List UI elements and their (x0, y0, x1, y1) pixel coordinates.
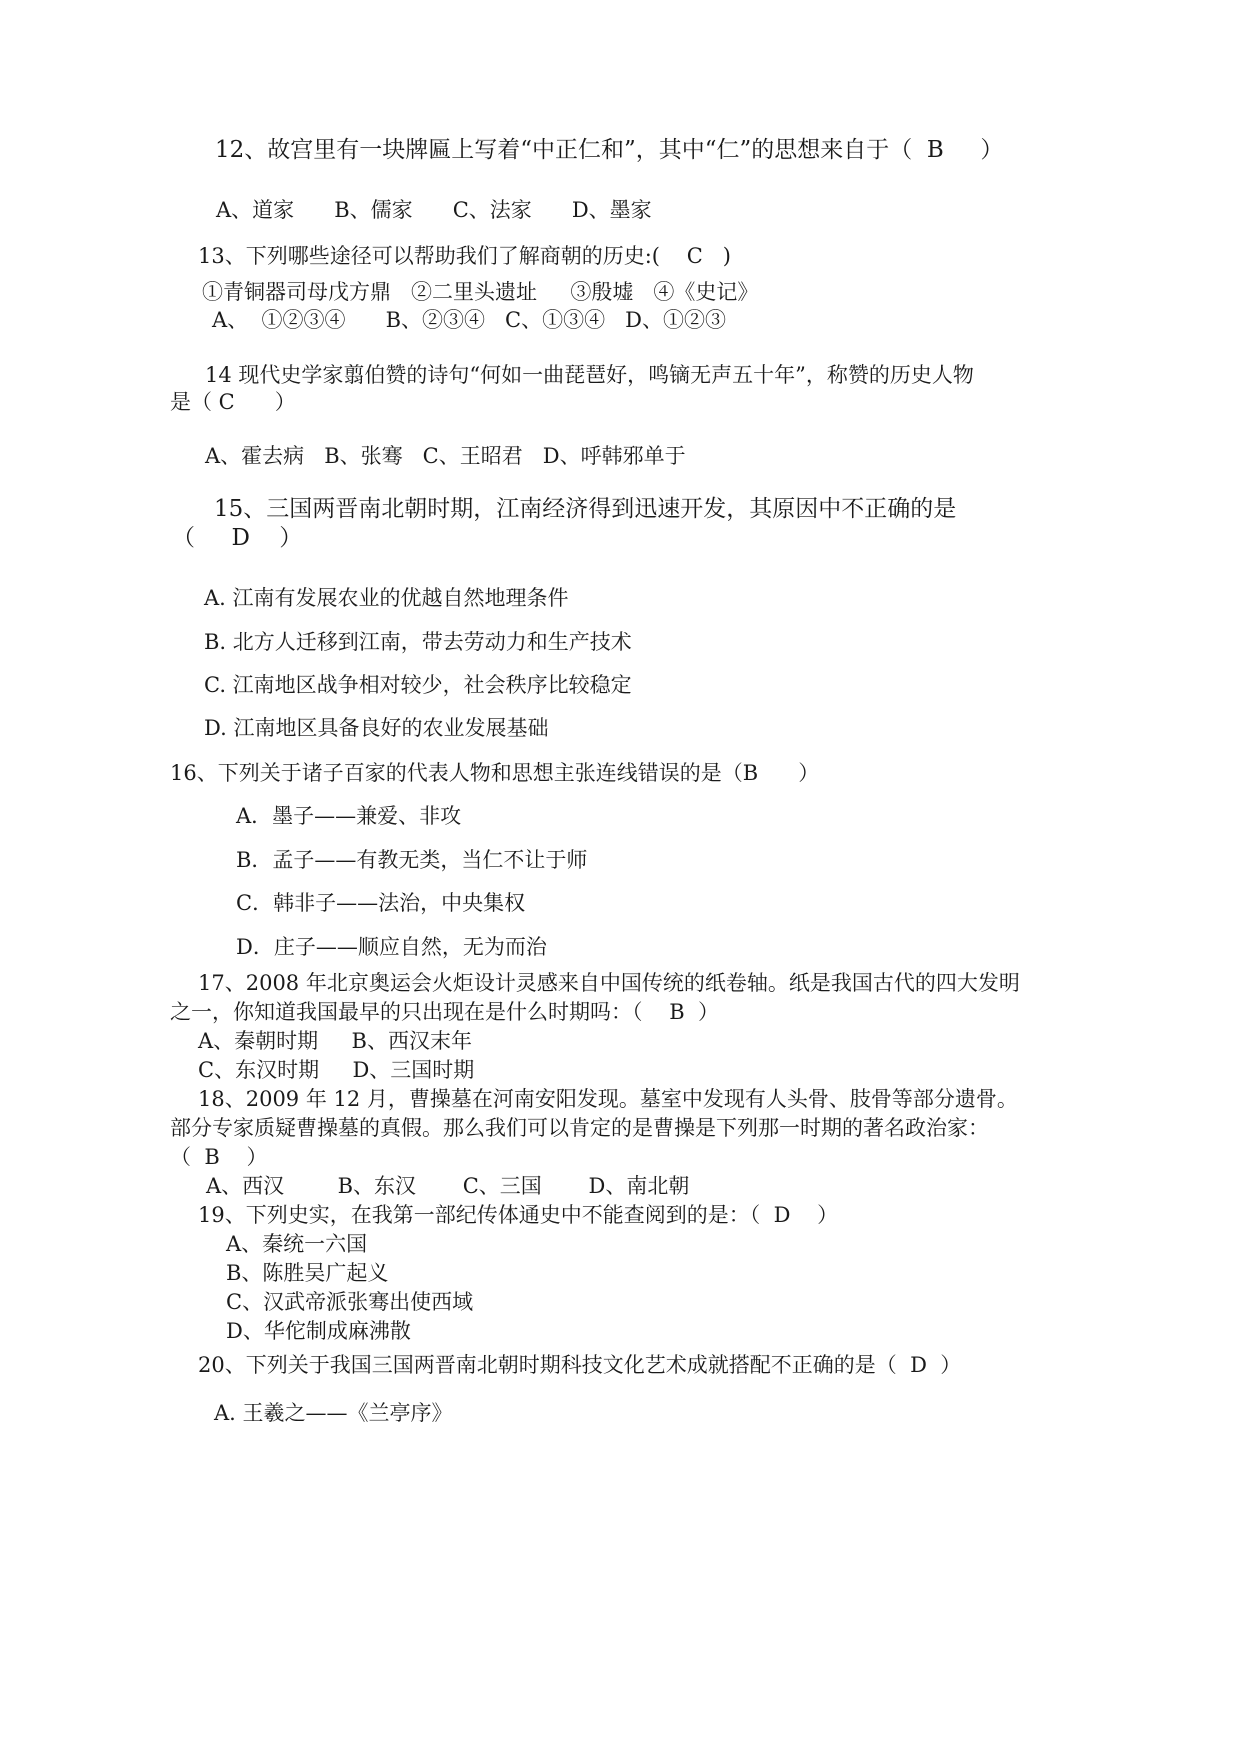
question-18-options: A、西汉 B、东汉 C、三国 D、南北朝 (206, 1174, 690, 1198)
question-18-stem-line3: （ B ） (170, 1145, 268, 1169)
question-17-stem-line1: 17、2008 年北京奥运会火炬设计灵感来自中国传统的纸卷轴。纸是我国古代的四大发明 (198, 971, 1020, 995)
question-13-stem: 13、下列哪些途径可以帮助我们了解商朝的历史:( C ) (198, 244, 731, 268)
question-13-options: A、 ①②③④ B、②③④ C、①③④ D、①②③ (212, 308, 726, 332)
question-19-option-a: A、秦统一六国 (226, 1232, 368, 1256)
question-16-option-b: B．孟子——有教无类，当仁不让于师 (236, 848, 588, 872)
question-15-option-c: C. 江南地区战争相对较少，社会秩序比较稳定 (204, 673, 632, 697)
question-15-option-b: B. 北方人迁移到江南，带去劳动力和生产技术 (204, 630, 632, 654)
question-15-stem-line2: （ D ） (172, 525, 303, 551)
question-18-stem-line2: 部分专家质疑曹操墓的真假。那么我们可以肯定的是曹操是下列那一时期的著名政治家： (170, 1116, 989, 1140)
question-15-option-d: D. 江南地区具备良好的农业发展基础 (204, 716, 549, 740)
question-16-stem: 16、下列关于诸子百家的代表人物和思想主张连线错误的是（B ） (170, 761, 820, 785)
question-16-option-a: A．墨子——兼爱、非攻 (236, 804, 462, 828)
question-14-stem-line2: 是（ C ） (170, 390, 296, 414)
question-20-option-a: A. 王羲之——《兰亭序》 (214, 1401, 453, 1425)
question-14-stem-line1: 14 现代史学家翦伯赞的诗句“何如一曲琵琶好，鸣镝无声五十年”，称赞的历史人物 (205, 363, 974, 387)
question-19-option-b: B、陈胜吴广起义 (226, 1261, 389, 1285)
question-16-option-d: D．庄子——顺应自然，无为而治 (236, 935, 547, 959)
question-15-stem-line1: 15、三国两晋南北朝时期，江南经济得到迅速开发，其原因中不正确的是 (214, 496, 957, 522)
question-19-option-d: D、华佗制成麻沸散 (226, 1319, 411, 1343)
question-15-option-a: A. 江南有发展农业的优越自然地理条件 (204, 586, 569, 610)
question-16-option-c: C．韩非子——法治，中央集权 (236, 891, 526, 915)
question-19-option-c: C、汉武帝派张骞出使西域 (226, 1290, 474, 1314)
question-20-stem: 20、下列关于我国三国两晋南北朝时期科技文化艺术成就搭配不正确的是（ D ） (198, 1353, 962, 1377)
question-17-stem-line2: 之一，你知道我国最早的只出现在是什么时期吗：（ B ） (170, 1000, 719, 1024)
question-12-options: A、道家 B、儒家 C、法家 D、墨家 (216, 198, 652, 222)
question-13-items: ①青铜器司母戊方鼎 ②二里头遗址 ③殷墟 ④《史记》 (202, 280, 759, 304)
question-17-options-row2: C、东汉时期 D、三国时期 (198, 1058, 475, 1082)
question-17-options-row1: A、秦朝时期 B、西汉末年 (198, 1029, 472, 1053)
question-12-stem: 12、故宫里有一块牌匾上写着“中正仁和”，其中“仁”的思想来自于（ B ） (215, 137, 1004, 163)
question-18-stem-line1: 18、2009 年 12 月，曹操墓在河南安阳发现。墓室中发现有人头骨、肢骨等部分遗骨。 (198, 1087, 1018, 1111)
question-14-options: A、霍去病 B、张骞 C、王昭君 D、呼韩邪单于 (205, 444, 686, 468)
question-19-stem: 19、下列史实，在我第一部纪传体通史中不能查阅到的是：（ D ） (198, 1203, 839, 1227)
